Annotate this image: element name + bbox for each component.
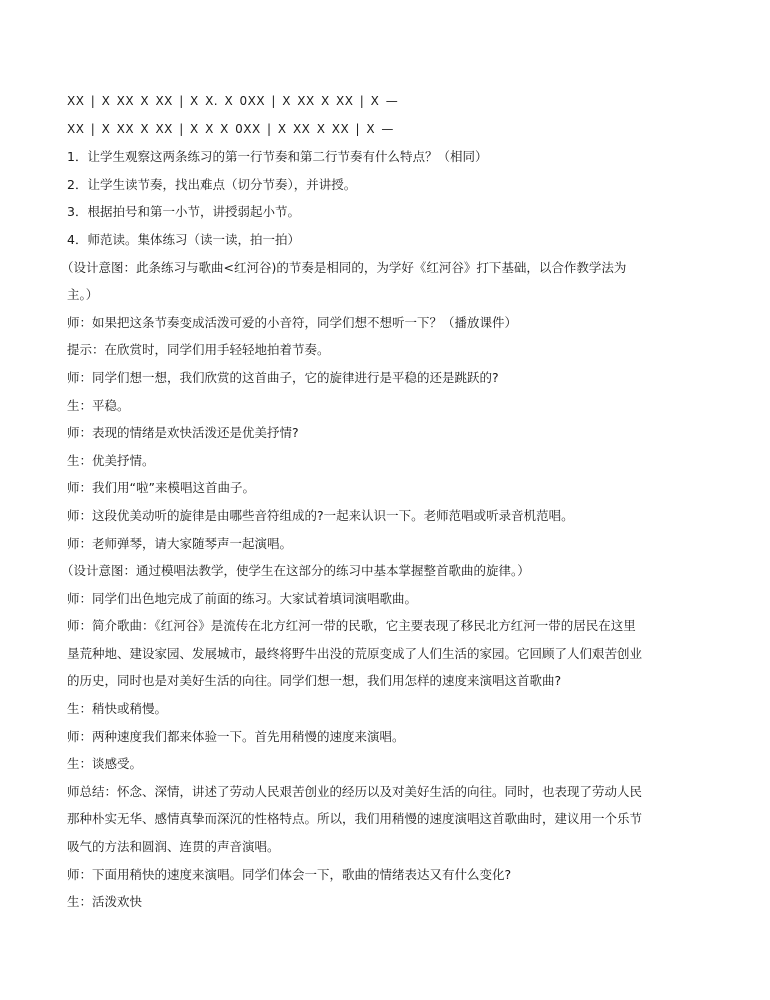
paragraph: 垦荒种地、建设家园、发展城市，最终将野牛出没的荒原变成了人们生活的家园。它回顾了人们艰苦创业 [67, 645, 643, 661]
rhythm-line-1: XX | X XX X XX | X X. X 0XX | X XX X XX | X — [67, 94, 399, 108]
paragraph: 师：这段优美动听的旋律是由哪些音符组成的?一起来认识一下。老师范唱或听录音机范唱。 [67, 507, 574, 523]
paragraph: 师：两种速度我们都来体验一下。首先用稍慢的速度来演唱。 [67, 728, 405, 744]
step-3: 3．根据拍号和第一小节，讲授弱起小节。 [67, 204, 300, 220]
paragraph: 师：同学们想一想，我们欣赏的这首曲子，它的旋律进行是平稳的还是跳跃的? [67, 369, 499, 385]
step-4: 4．师范读。集体练习（读一读，拍一拍） [67, 231, 300, 247]
step-2: 2．让学生读节奏，找出难点（切分节奏），并讲授。 [67, 176, 357, 192]
paragraph: 生：谈感受。 [67, 756, 143, 772]
paragraph: 师：下面用稍快的速度来演唱。同学们体会一下，歌曲的情绪表达又有什么变化? [67, 866, 512, 882]
paragraph: 师：简介歌曲：《红河谷》是流传在北方红河一带的民歌，它主要表现了移民北方红河一带的居民在这里 [67, 618, 636, 634]
paragraph: 那种朴实无华、感情真挚而深沉的性格特点。所以，我们用稍慢的速度演唱这首歌曲时，建议用一个乐节 [67, 811, 643, 827]
paragraph: 的历史，同时也是对美好生活的向往。同学们想一想，我们用怎样的速度来演唱这首歌曲? [67, 673, 562, 689]
paragraph: 师：表现的情绪是欢快活泼还是优美抒情? [67, 425, 299, 441]
paragraph: 吸气的方法和圆润、连贯的声音演唱。 [67, 839, 280, 855]
paragraph: 师：我们用“啦”来模唱这首曲子。 [67, 480, 255, 496]
paragraph: 师：老师弹琴，请大家随琴声一起演唱。 [67, 535, 293, 551]
paragraph: 生：优美抒情。 [67, 452, 155, 468]
design-intent-1: （设计意图：此条练习与歌曲<红河谷)的节奏是相同的，为学好《红河谷》打下基础，以合作教学法为 [61, 259, 627, 275]
paragraph: 生：活泼欢快 [67, 894, 143, 910]
paragraph: 生：平稳。 [67, 397, 130, 413]
step-1: 1．让学生观察这两条练习的第一行节奏和第二行节奏有什么特点？（相同） [67, 149, 488, 165]
design-intent-1-cont: 主。） [67, 287, 99, 303]
paragraph: 生：稍快或稍慢。 [67, 701, 168, 717]
paragraph: 师总结：怀念、深情，讲述了劳动人民艰苦创业的经历以及对美好生活的向往。同时，也表现了劳动人民 [67, 783, 643, 799]
paragraph: 提示：在欣赏时，同学们用手轻轻地拍着节奏。 [67, 342, 330, 358]
paragraph: 师：同学们出色地完成了前面的练习。大家试着填词演唱歌曲。 [67, 590, 418, 606]
design-intent-2: （设计意图：通过模唱法教学，使学生在这部分的练习中基本掌握整首歌曲的旋律。） [61, 563, 530, 579]
rhythm-line-2: XX | X XX X XX | X X X 0XX | X XX X XX | X — [67, 121, 394, 136]
paragraph: 师：如果把这条节奏变成活泼可爱的小音符，同学们想不想听一下？（播放课件） [67, 314, 518, 330]
